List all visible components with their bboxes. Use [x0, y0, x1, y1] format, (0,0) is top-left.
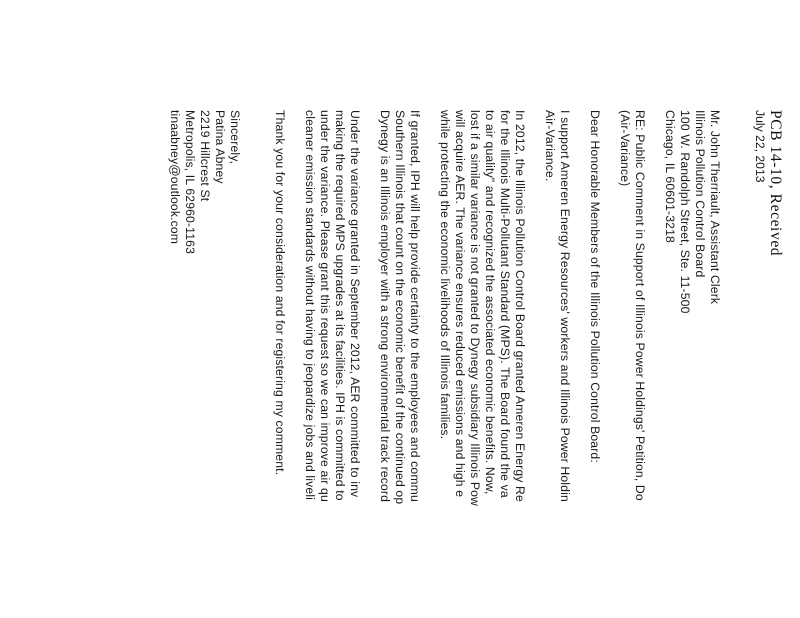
letter-line: under the variance. Please grant this request so we can improve air qu: [318, 110, 332, 502]
letter-line: Illinois Pollution Control Board: [693, 110, 707, 278]
letter-line: 2219 Hillcrest St: [198, 110, 212, 202]
letter-line: will acquire AER. The variance ensures reduced emissions and high e: [453, 110, 467, 498]
letter-line: cleaner emission standards without having to jeopardize jobs and liveli: [303, 110, 317, 501]
received-stamp: PCB 14-10, Received: [767, 110, 784, 257]
blank-line: [362, 110, 377, 506]
blank-line: [527, 110, 542, 506]
blank-line: [647, 110, 662, 506]
letter-line: RE: Public Comment in Support of Illinois Power Holdings' Petition, Do: [633, 110, 647, 501]
letter-line: Metropolis, IL 62960-1163: [183, 110, 197, 254]
blank-line: [422, 110, 437, 506]
letter-date: July 22, 2013: [753, 110, 767, 183]
letter-line: making the required MPS upgrades at its facilities. IPH is committed to: [333, 110, 347, 501]
letter-line: 100 W. Randolph Street, Ste. 11-500: [678, 110, 692, 314]
letter-line: Thank you for your consideration and for registering my comment.: [273, 110, 287, 476]
letter-line: Southern Illinois that count on the economic benefit of the continued op: [393, 110, 407, 505]
blank-line: [602, 110, 617, 506]
letter-line: Patina Abney: [213, 110, 227, 184]
blank-line: [242, 110, 257, 506]
letter-line: Dear Honorable Members of the Illinois Pollution Control Board:: [588, 110, 602, 463]
letter-line: while protecting the economic livelihoods of Illinois families.: [438, 110, 452, 440]
letter-line: Sincerely,: [228, 110, 242, 165]
letter-line: Mr. John Therriault, Assistant Clerk: [708, 110, 722, 305]
letter-line: Under the variance granted in September 2012, AER committed to inv: [348, 110, 362, 498]
letter-line: (Air-Variance): [618, 110, 632, 187]
letter-line: I support Ameren Energy Resources' workers and Illinois Power Holdin: [558, 110, 572, 502]
blank-line: [572, 110, 587, 506]
letter-line: lost if a similar variance is not granted to Dynegy subsidiary Illinois Pow: [468, 110, 482, 507]
letter-line: If granted, IPH will help provide certainty to the employees and commu: [408, 110, 422, 502]
blank-line: [287, 110, 302, 506]
letter-line: tinaabney@outlook.com: [168, 110, 182, 245]
letter-line: Air-Variance.: [543, 110, 557, 182]
blank-line: [257, 110, 272, 506]
letter-line: Dynegy is an Illinois employer with a strong environmental track record: [378, 110, 392, 503]
letter-line: to air quality" and recognized the associated economic benefits. Now,: [483, 110, 497, 495]
letter-line: Chicago, IL 60601-3218: [663, 110, 677, 243]
letter-line: In 2012, the Illinois Pollution Control Board granted Ameren Energy Re: [513, 110, 527, 502]
letter-body: [167, 110, 722, 506]
letter-line: for the Illinois Multi-Pollutant Standard (MPS). The Board found the va: [498, 110, 512, 498]
